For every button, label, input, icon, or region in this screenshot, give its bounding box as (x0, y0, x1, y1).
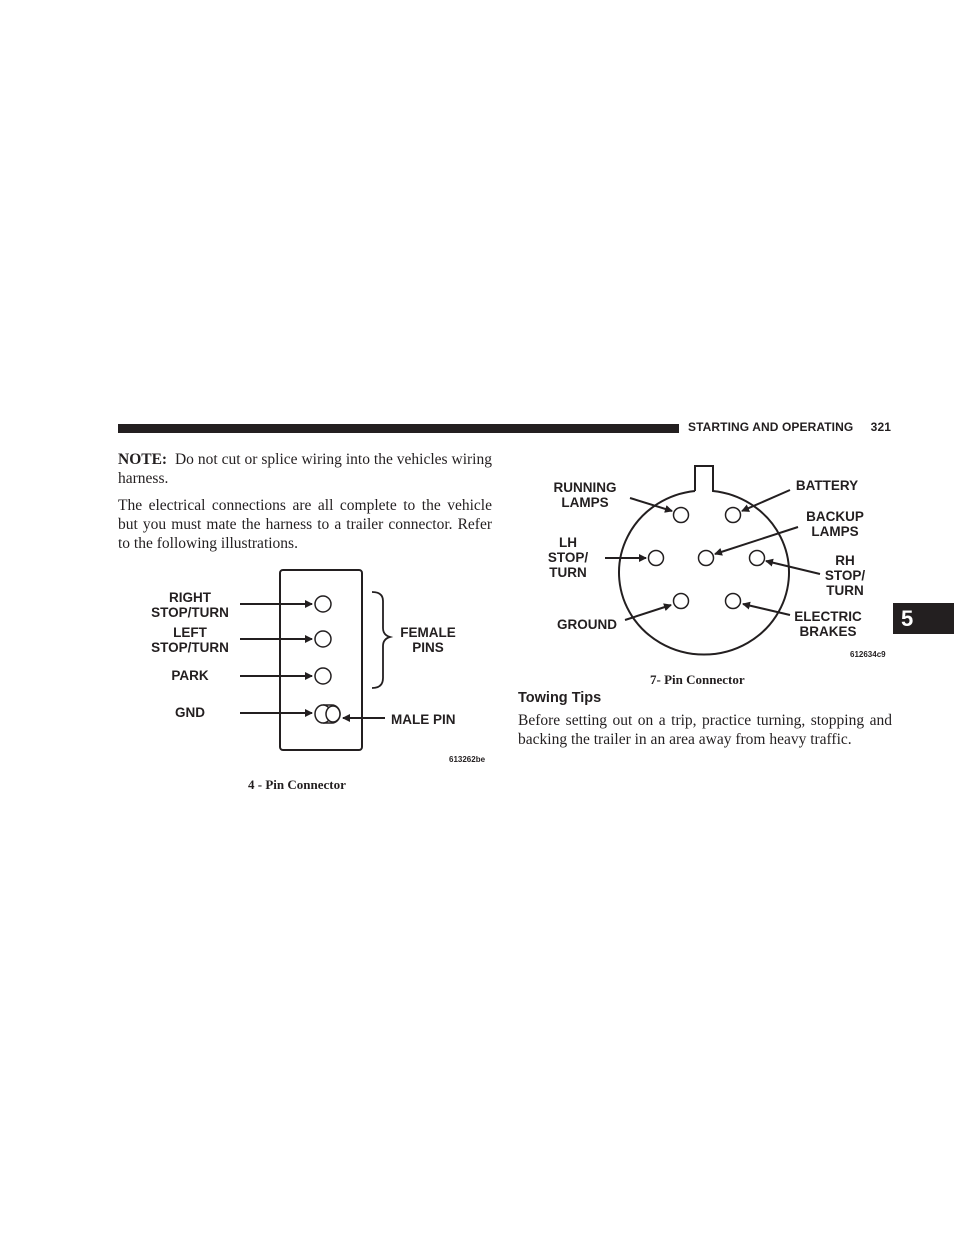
arrow-electric-brakes (743, 604, 790, 615)
label-ground: GROUND (557, 617, 617, 632)
figure-code: 612634c9 (850, 650, 886, 659)
arrow-battery (742, 490, 790, 511)
four-pin-caption: 4 - Pin Connector (248, 777, 346, 792)
pin-running-lamps (674, 508, 689, 523)
label-running-lamps-2: LAMPS (561, 495, 609, 510)
section-title: STARTING AND OPERATING (688, 420, 854, 434)
label-electric-brakes-1: ELECTRIC (794, 609, 862, 624)
seven-pin-caption: 7- Pin Connector (650, 672, 745, 687)
male-pin (315, 705, 340, 723)
label-left-stop-turn-2: STOP/TURN (151, 640, 229, 655)
arrow-ground (625, 605, 671, 620)
four-pin-connector-diagram (140, 565, 500, 770)
label-electric-brakes-2: BRAKES (799, 624, 857, 639)
pin-backup-lamps (699, 551, 714, 566)
towing-tips-heading: Towing Tips (518, 690, 602, 706)
figure-code: 613262be (449, 755, 486, 764)
header-rule (118, 424, 679, 433)
electrical-connections-paragraph: The electrical connections are all complete to the vehicle but you must mate the harness to a trailer connector. Refer to the following illustrations. (118, 497, 492, 552)
pin-ground (674, 594, 689, 609)
label-right-stop-turn-1: RIGHT (169, 590, 211, 605)
label-lh-stop-turn-2: STOP/ (547, 550, 589, 565)
note-text: Do not cut or splice wiring into the vehicles wiring harness. (118, 451, 492, 487)
label-backup-lamps-2: LAMPS (811, 524, 859, 539)
label-right-stop-turn-2: STOP/TURN (151, 605, 229, 620)
label-backup-lamps-1: BACKUP (806, 509, 864, 524)
pin-battery (726, 508, 741, 523)
female-pins-bracket (372, 592, 390, 688)
label-running-lamps-1: RUNNING (553, 480, 617, 495)
label-lh-stop-turn-3: TURN (549, 565, 587, 580)
chapter-tab: 5 (893, 603, 954, 634)
label-lh-stop-turn-1: LH (559, 535, 577, 550)
page-number: 321 (870, 420, 891, 434)
seven-pin-connector-diagram (540, 460, 900, 665)
label-park: PARK (171, 668, 209, 683)
note-paragraph (118, 450, 492, 488)
label-female-pins-2: PINS (412, 640, 444, 655)
towing-tips-paragraph: Before setting out on a trip, practice turning, stopping and backing the trailer in an area away from heavy traffic. (518, 712, 892, 748)
label-gnd: GND (175, 705, 205, 720)
label-battery: BATTERY (795, 478, 859, 493)
label-female-pins-1: FEMALE (400, 625, 456, 640)
note-label: NOTE: (118, 451, 168, 468)
pin-park (315, 668, 331, 684)
running-head (688, 420, 891, 434)
pin-electric-brakes (726, 594, 741, 609)
label-male-pin: MALE PIN (391, 712, 456, 727)
pin-left-stop-turn (315, 631, 331, 647)
pin-rh-stop-turn (750, 551, 765, 566)
label-left-stop-turn-1: LEFT (173, 625, 207, 640)
label-rh-stop-turn-3: TURN (826, 583, 864, 598)
label-rh-stop-turn-1: RH (835, 553, 855, 568)
pin-right-stop-turn (315, 596, 331, 612)
label-rh-stop-turn-2: STOP/ (824, 568, 866, 583)
arrow-rh-stop-turn (766, 561, 820, 574)
pin-lh-stop-turn (649, 551, 664, 566)
